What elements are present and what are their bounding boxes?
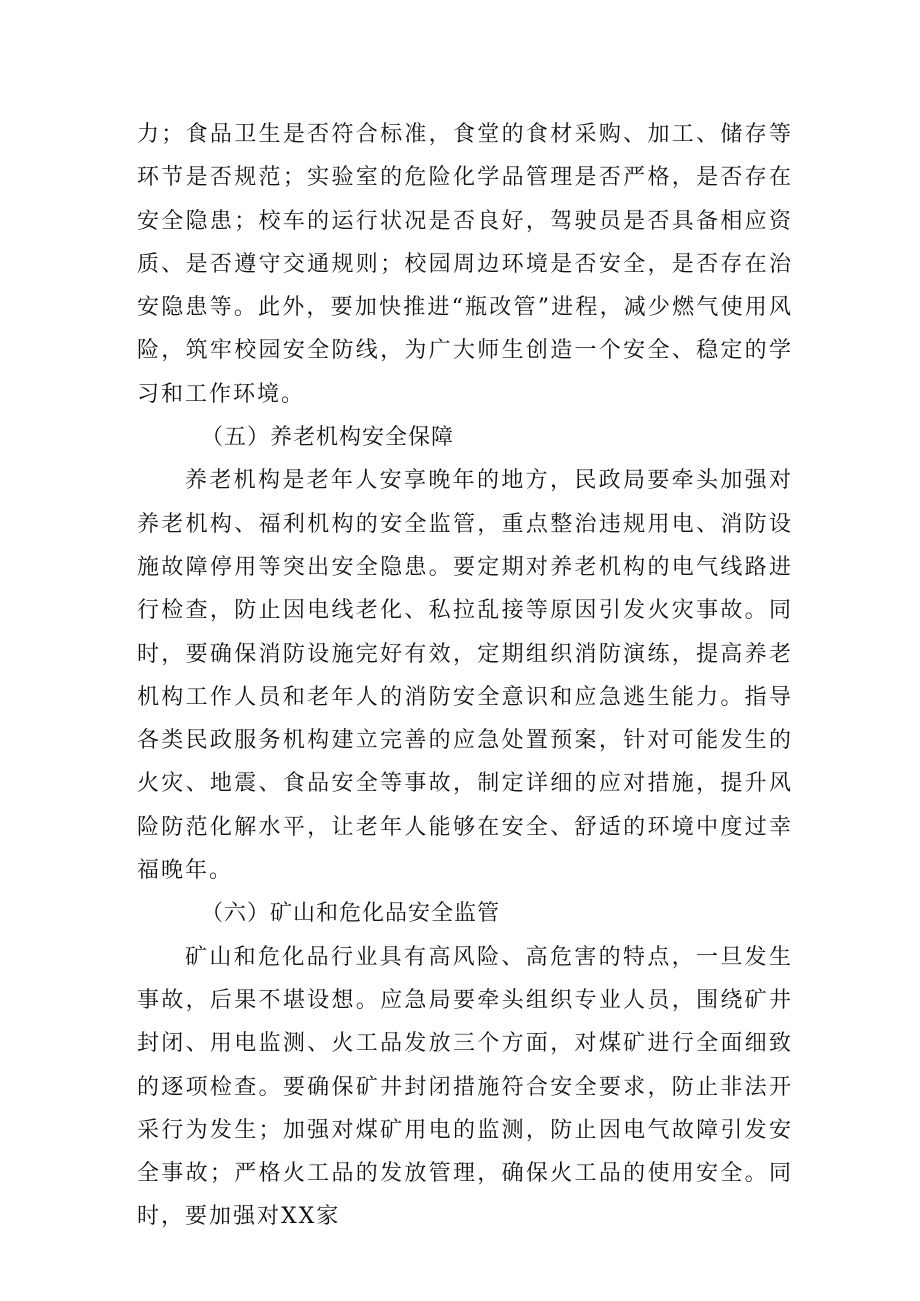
section-heading-mining-hazmat: （六）矿山和危化品安全监管 <box>201 901 501 927</box>
document-body <box>137 113 793 1239</box>
section-heading-elderly-care: （五）养老机构安全保障 <box>201 425 455 451</box>
paragraph-school-safety: 力；食品卫生是否符合标准，食堂的食材采购、加工、储存等环节是否规范；实验室的危险化学品管理是否严格，是否存在安全隐患；校车的运行状况是否良好，驾驶员是否具备相应资质、是否遵守交通规则；校园周边环境是否安全，是否存在治安隐患等。此外，要加快推进“瓶改管”进程，减少燃气使用风险，筑牢校园安全防线，为广大师生创造一个安全、稳定的学习和工作环境。 <box>137 122 793 407</box>
paragraph-elderly-care: 养老机构是老年人安享晚年的地方，民政局要牵头加强对养老机构、福利机构的安全监管，重点整治违规用电、消防设施故障停用等突出安全隐患。要定期对养老机构的电气线路进行检查，防止因电线老化、私拉乱接等原因引发火灾事故。同时，要确保消防设施完好有效，定期组织消防演练，提高养老机构工作人员和老年人的消防安全意识和应急逃生能力。指导各类民政服务机构建立完善的应急处置预案，针对可能发生的火灾、地震、食品安全等事故，制定详细的应对措施，提升风险防范化解水平，让老年人能够在安全、舒适的环境中度过幸福晚年。 <box>137 468 793 884</box>
paragraph-mining-hazmat: 矿山和危化品行业具有高风险、高危害的特点，一旦发生事故，后果不堪设想。应急局要牵头组织专业人员，围绕矿井封闭、用电监测、火工品发放三个方面，对煤矿进行全面细致的逐项检查。要确保矿井封闭措施符合安全要求，防止非法开采行为发生；加强对煤矿用电的监测，防止因电气故障引发安全事故；严格火工品的发放管理，确保火工品的使用安全。同时，要加强对XX家 <box>137 944 793 1230</box>
